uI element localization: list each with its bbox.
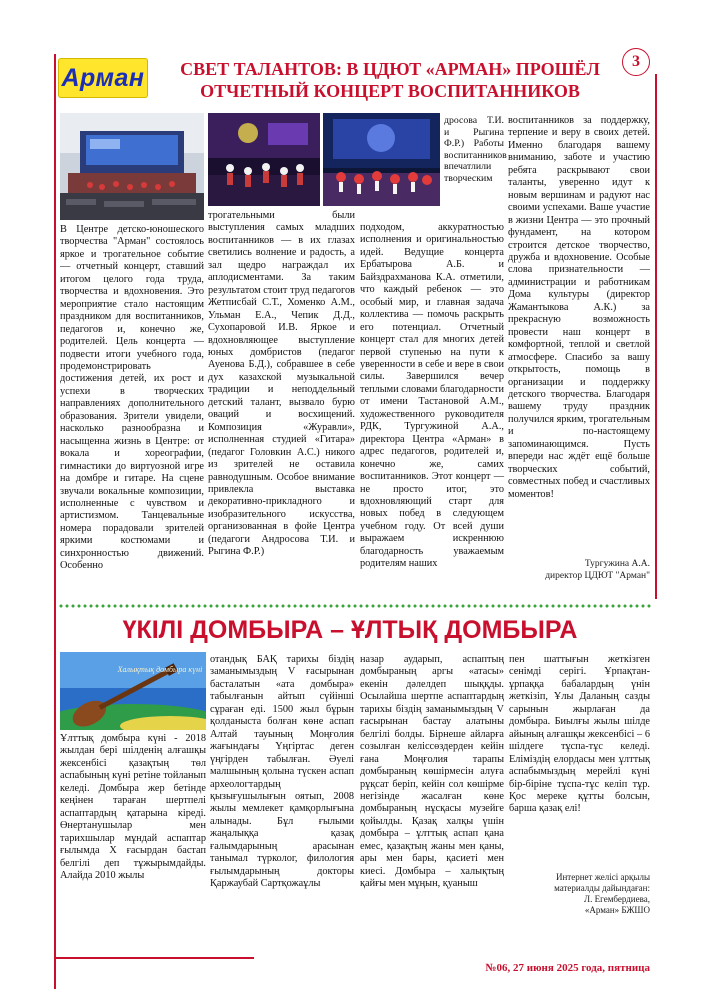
article2-title: ҮКІЛІ ДОМБЫРА – ҰЛТЫҚ ДОМБЫРА [122, 616, 578, 644]
issue-date: №06, 27 июня 2025 года, пятница [485, 962, 650, 974]
article2-column4: пен шаттығын жеткізген сенімді серігі. Ұрпақтан-ұрпаққа бабалардың үнін жеткізіп, Ұлы Даланың сазды сарынын жырлаған да домбыра. Биылғы жылы шілде айының алғашқы жексенбісі – 6 шілдеге тұспа-тұс келеді. Еліміздің елордасы мен ұлттық аспабымыздың мерейлі күні бір-біріне тұспа-тұс келіп тұр. Қос мереке құтты болсын, барша қазақ елі! [509, 654, 650, 815]
illustration-caption: Халықтық домбыра күні [117, 665, 203, 674]
credit-line2: материалды дайындаған: [554, 883, 650, 893]
section-divider-dots [58, 603, 653, 609]
logo-text: Арман [61, 64, 145, 92]
article2-column3: назар аударып, аспаптың домбыраның аргы «атасы» екенін дәлелдеп шыққды. Осылайша шертпе аспаптардың тарихы біздің заманымыздың V ғасырынан бастау алатыны белгілі болды. Бірнеше айларға созылған келіссөздерден кейін ғана Моңғолия тарапы домбыраның көшірмесін алуға рұқсат беріп, кейін сол көшірме негізінде жасалған көне домбыраның нұсқасы музейге қойылды. Қазақ халқы үшін домбыра – ұлттық аспап қана емес, қазақтың жаны мен қаны, ары мен бары, қасиеті мен киесі. Домбыра – халықтың қайғы мен мұңын, қуаныш [360, 654, 504, 890]
signature-name: Тургужина А.А. [584, 559, 650, 569]
article1-column2: трогательными были выступления самых младших воспитанников — в их глазах светились волнение и радость, а зал щедро награждал их аплодисментами. За таким результатом стоит труд педагогов Жетписбай С.Т., Хоменко А.М., Ульман Е.А., Чепик Д.Д., Сухопаровой И.В. Яркое и вдохновляющее выступление юных домбристов (педагог Ауенова Б.Д.), собравшее в себе дух казахской музыкальной традиции и неподдельный детский талант, вызвало бурю оваций и восхищений. Композиция «Журавли», исполненная студией «Гитара» (педагог Головкин А.С.) никого из зрителей не оставила равнодушным. Особое внимание привлекла выставка декоративно-прикладного и изобразительного искусства, организованная в фойе Центра (педагоги Андросова Т.И. и Рыгина Ф.Р.) [208, 210, 355, 558]
dancers-stage-photo [208, 113, 320, 206]
signature-position: директор ЦДЮТ "Арман" [545, 571, 650, 581]
article-title-line2: ОТЧЕТНЫЙ КОНЦЕРТ ВОСПИТАННИКОВ [200, 81, 580, 101]
article1-column3: подходом, аккуратностью исполнения и оригинальностью идей. Ведущие концерта Ербатырова А.Б. и Байздрахманова К.А. отметили, что каждый ребенок — это особый мир, и главная задача коллектива — помочь раскрыть его потенциал. Отчетный концерт стал для многих детей первой ступенью на пути к уверенности в себе и вере в свои силы. Завершился вечер теплыми словами благодарности от имени Тастановой А.М., художественного руководителя РДК, Тургужиной А.А., директора Центра «Арман» в адрес педагогов, родителей и, конечно же, самих воспитанников. Этот концерт — не просто итог, это вдохновляющий старт для новых побед в следующем учебном году. От всей души выражаем искреннюю благодарность уважаемым родителям наших [360, 222, 504, 570]
article2-column1: Ұлттық домбыра күні - 2018 жылдан бері шілденің алғашқы жексенбісі қазақтың төл аспабының күні ретіне тойланып келеді. Домбыра жер бетінде кеңінен тараған шертпелі аспаптардың қатарына кіреді. Өнертанушылар мен тарихшылар мұндай аспаптар ғылымда X ғасырдан бастап белгілі деп тұжырымдайды. Алайда 2010 жылы [60, 733, 206, 881]
article2-column2: отандық БАҚ тарихы біздің заманымыздың V ғасырынан басталатын «ата домбыра» табылғанын айтып сүйінші сұраған еді. 1500 жыл бұрын қолданыста болған көне аспап Алтай тауының Моңғолия жағындағы Үңгіртас деген үңгірден табылған. Әуелі малшының қолына түскен аспап археологтардың қызығушылығын оятып, 2008 жылы мемлекет қамқорлығына алынады. Бұл ғылыми жаңалыққа қазақ ғалымдарының арасынан танымал түрколог, филология ғылымдарының докторы Қаржаубай Сартқожаұлы [210, 654, 354, 890]
page-number-badge: 3 [622, 48, 650, 76]
article-title [160, 58, 620, 102]
article1-signature [508, 558, 650, 582]
dombyra-day-illustration [60, 652, 206, 730]
article-title-line1: СВЕТ ТАЛАНТОВ: В ЦДЮТ «АРМАН» ПРОШЁЛ [180, 59, 600, 79]
right-border-line [655, 74, 657, 599]
arman-logo [58, 58, 148, 98]
article1-column4: воспитанников за поддержку, терпение и веру в своих детей. Именно благодаря вашему вниманию, заботе и участию ребята раскрывают свои таланты, уверенно идут к новым вершинам и радуют нас своими успехами. Ваше участие в жизни Центра — это прочный фундамент, на котором строится детское творчество, дружба и вдохновение. Особые слова признательности — администрации и работникам Дома культуры (директор Жамантыкова А.К.) за прекрасную возможность провести наш концерт в комфортной, теплой и светлой атмосфере. Спасибо за вашу открытость, помощь в организации и поддержку детского творчества. Благодаря вашему труду праздник получился ярким, трогательным и по-настоящему запоминающимся. Пусть впереди нас ждёт ещё больше творческих событий, совместных побед и счастливых моментов! [508, 115, 650, 500]
credit-organization: «Арман» БЖШО [584, 905, 650, 915]
article1-column3-top: дросова Т.И. и Рыгина Ф.Р.) Работы воспитанников впечатлили творческим [444, 115, 507, 184]
article1-column1: В Центре детско-юношеского творчества "Арман" состоялось яркое и трогательное событие — отчетный концерт, ставший итогом целого года труда, творчества и вдохновения. Это мероприятие стало настоящим праздником для воспитанников, педагогов и, конечно же, родителей. Цель концерта — подвести итоги учебного года, продемонстрировать достижения детей, их рост и успехи в творческих направлениях дополнительного образования. Зрители увидели, насколько разнообразна и насыщенна жизнь в Центре: от вокала и хореографии, гимнастики до виртуозной игре на домбре и гитаре. На сцене звучали вокальные композиции, исполненные с чувством и артистизмом. Танцевальные номера порадовали зрителей яркими костюмами и синхронностью движений. Особенно [60, 224, 204, 572]
performers-stage-photo [323, 113, 440, 206]
credit-author: Л. Егембердиева, [584, 894, 650, 904]
left-border-line [54, 54, 56, 989]
footer-rule [54, 957, 254, 959]
article2-credit [509, 872, 650, 916]
concert-hall-photo [60, 113, 204, 220]
credit-line1: Интернет желісі арқылы [555, 872, 650, 882]
